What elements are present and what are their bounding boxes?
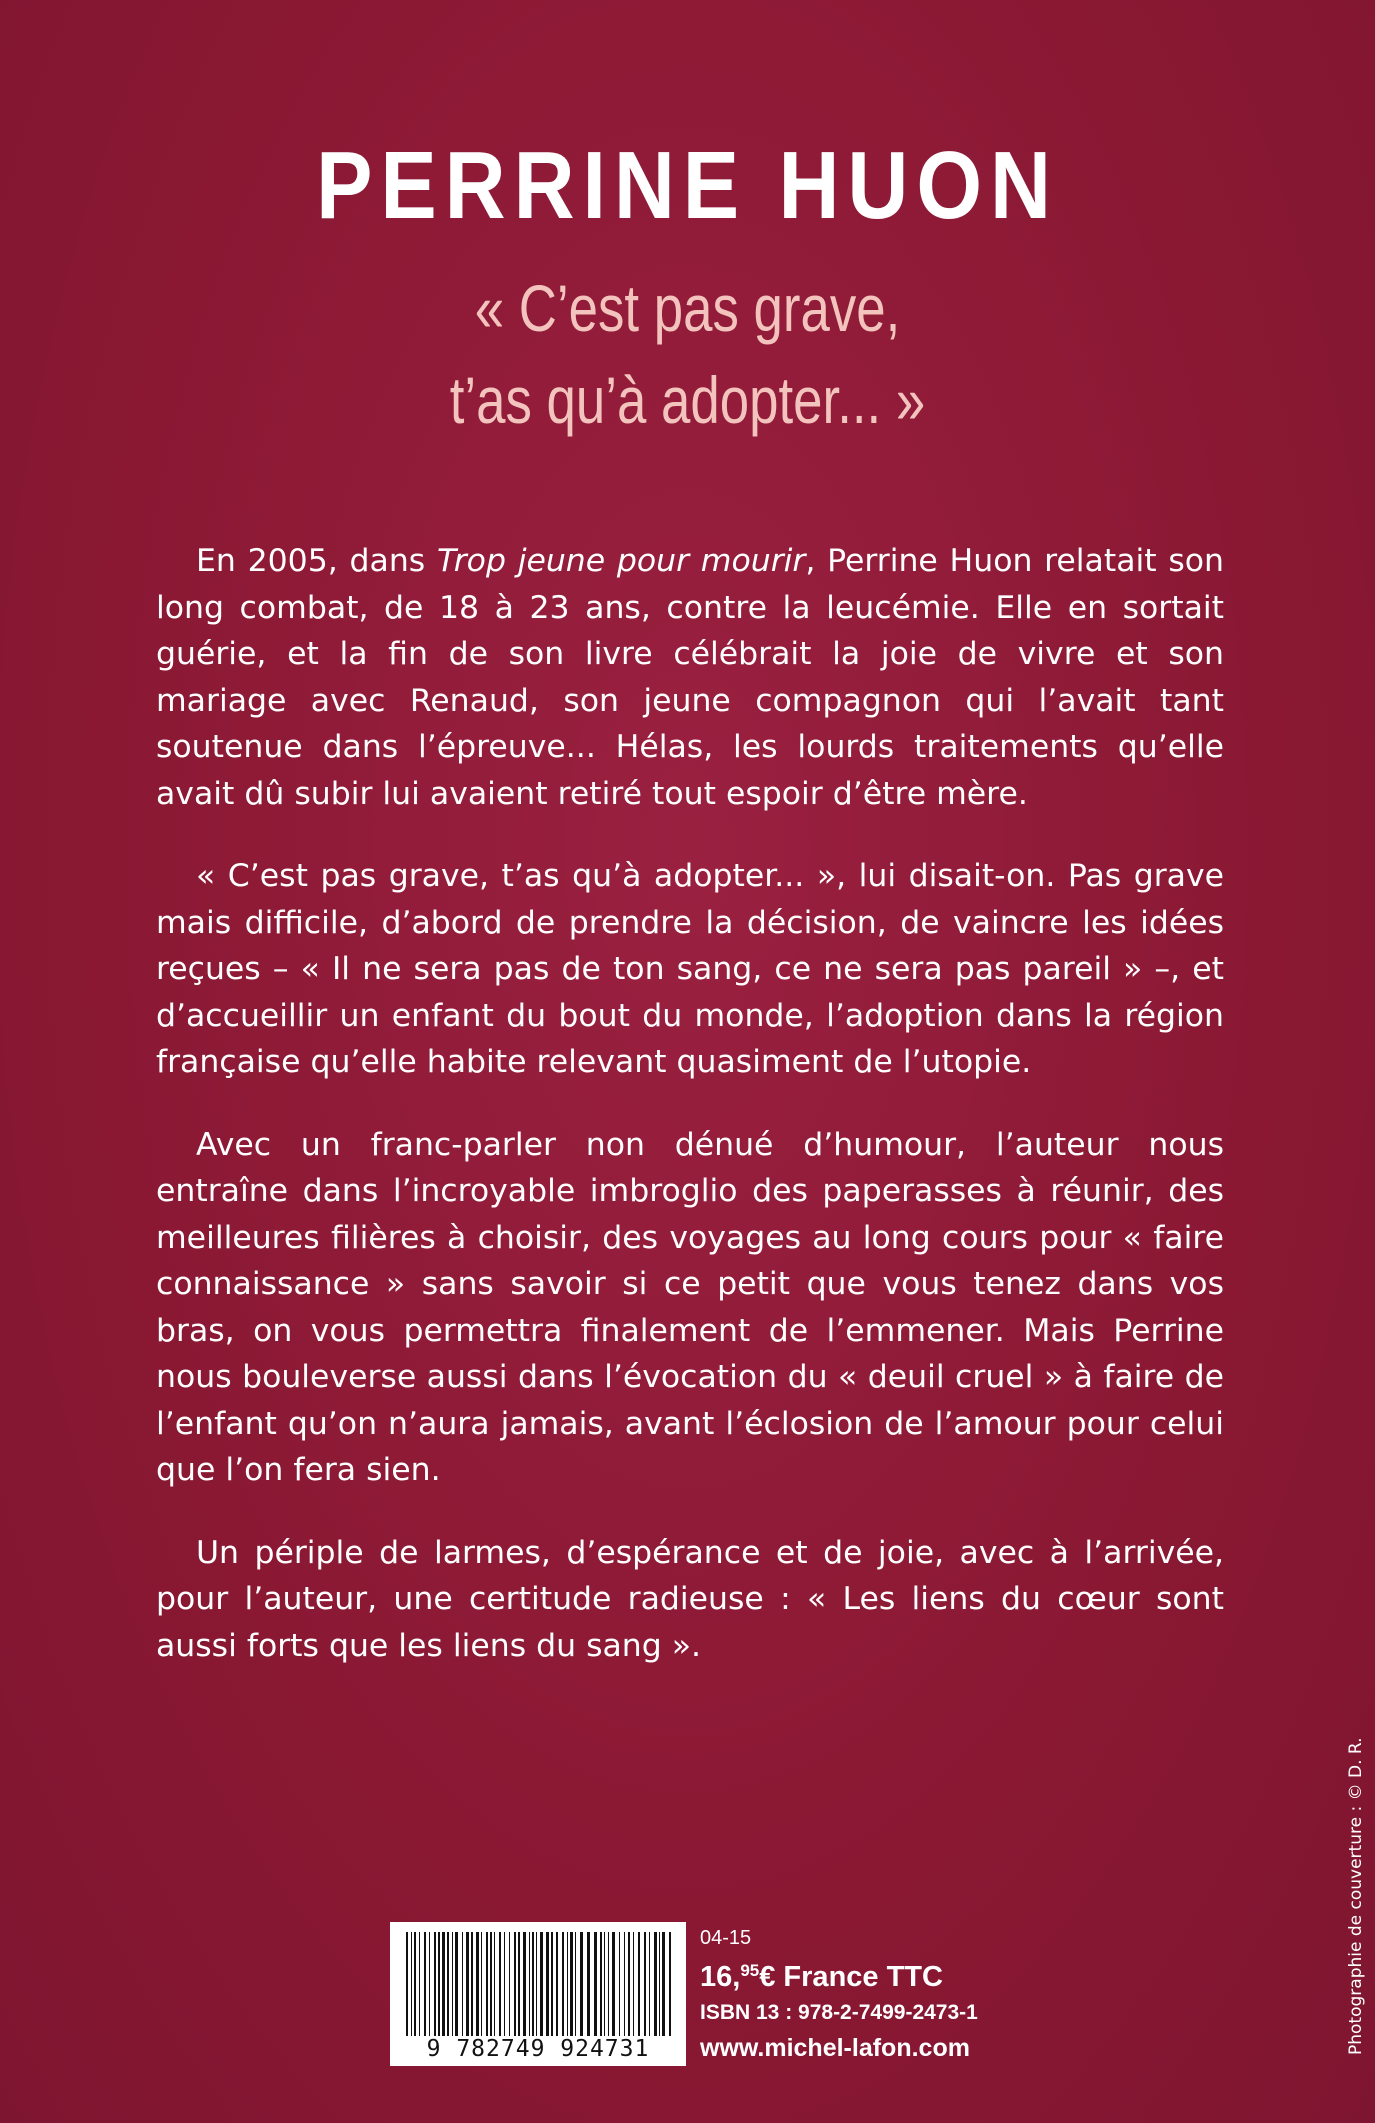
barcode-bar: [649, 1932, 650, 2036]
barcode-bar: [536, 1932, 537, 2036]
barcode-bar: [476, 1932, 479, 2036]
barcode-bar: [594, 1932, 597, 2036]
photo-credit: Photographie de couverture : © D. R.: [1346, 1737, 1366, 2055]
barcode-bar: [556, 1932, 558, 2036]
barcode-bar: [499, 1932, 501, 2036]
barcode-bar: [546, 1932, 549, 2036]
barcode-bar: [419, 1932, 420, 2036]
barcode: [390, 1922, 686, 2066]
barcode-bar: [580, 1932, 583, 2036]
barcode-bar: [604, 1932, 605, 2036]
price-suffix: € France TTC: [759, 1961, 943, 1993]
barcode-bar: [481, 1932, 482, 2036]
barcode-bar: [442, 1932, 445, 2036]
subtitle-line-1: « C’est pas grave,: [474, 271, 901, 345]
barcode-bar: [434, 1932, 436, 2036]
publication-info: [700, 1924, 978, 2066]
barcode-bar: [575, 1932, 576, 2036]
book-subtitle: [0, 262, 1375, 446]
barcode-bar: [455, 1932, 458, 2036]
barcode-bar: [529, 1932, 530, 2036]
subtitle-line-2: t’as qu’à adopter... »: [449, 363, 926, 437]
barcode-bar: [570, 1932, 573, 2036]
blurb: [156, 538, 1224, 1705]
barcode-bar: [612, 1932, 615, 2036]
edition-code: 04-15: [700, 1927, 752, 1949]
barcode-bar: [514, 1932, 516, 2036]
barcode-bar: [466, 1932, 469, 2036]
barcode-bar: [662, 1932, 665, 2036]
barcode-bar: [628, 1932, 630, 2036]
barcode-bar: [486, 1932, 488, 2036]
barcode-bar: [659, 1932, 660, 2036]
paragraph-1-rest: , Perrine Huon relatait son long combat, de 18 à 23 ans, contre la leucémie. Elle en sortait guérie, et la fin de son livre célébrait la joie de vivre et son mariage avec Renaud, son jeune compagnon qui l’avait tant soutenue dans l’épreuve... Hélas, les lourds traitements qu’elle avait dû subir lui avaient retiré tout espoir d’être mère.: [156, 543, 1224, 812]
blurb-paragraph-2: « C’est pas grave, t’as qu’à adopter... », lui disait-on. Pas grave mais difficile, d’abord de prendre la décision, de vaincre les idées reçues – « Il ne sera pas de ton sang, ce ne sera pas pareil » –, et d’accueillir un enfant du bout du monde, l’adoption dans la région française qu’elle habite relevant quasiment de l’utopie.: [156, 858, 1224, 1080]
barcode-bar: [509, 1932, 510, 2036]
blurb-paragraph-4: Un périple de larmes, d’espérance et de joie, avec à l’arrivée, pour l’auteur, une certitude radieuse : « Les liens du cœur sont aussi forts que les liens du sang ».: [156, 1534, 1224, 1664]
barcode-bar: [518, 1932, 520, 2036]
barcode-bar: [567, 1932, 568, 2036]
author-name: PERRINE HUON: [316, 132, 1059, 239]
barcode-bar: [633, 1932, 634, 2036]
barcode-bars: [406, 1932, 672, 2036]
barcode-bar: [669, 1932, 671, 2036]
barcode-bar: [551, 1932, 553, 2036]
blurb-paragraph-3: Avec un franc-parler non dénué d’humour, l’auteur nous entraîne dans l’incroyable imbroglio des paperasses à réunir, des meilleures filières à choisir, des voyages au long cours pour « faire connaissance » sans savoir si ce petit que vous tenez dans vos bras, on vous permettra finalement de l’emmener. Mais Perrine nous bouleverse aussi dans l’évocation du « deuil cruel » à faire de l’enfant qu’on n’aura jamais, avant l’éclosion de l’amour pour celui que l’on fera sien.: [156, 1126, 1224, 1488]
barcode-bar: [490, 1932, 492, 2036]
barcode-bar: [540, 1932, 543, 2036]
paragraph-1-intro: En 2005, dans: [196, 543, 437, 579]
barcode-bar: [411, 1932, 412, 2036]
barcode-bar: [654, 1932, 657, 2036]
price-whole: 16,: [700, 1961, 741, 1993]
barcode-bar: [600, 1932, 602, 2036]
barcode-bar: [452, 1932, 453, 2036]
barcode-bar: [462, 1932, 463, 2036]
barcode-bar: [562, 1932, 564, 2036]
barcode-bar: [424, 1932, 426, 2036]
publisher-website[interactable]: www.michel-lafon.com: [700, 2034, 970, 2062]
price: [700, 1952, 978, 1996]
isbn: ISBN 13 : 978-2-7499-2473-1: [700, 2001, 978, 2024]
barcode-bar: [438, 1932, 440, 2036]
price-cents: 95: [740, 1961, 760, 1980]
barcode-bar: [638, 1932, 640, 2036]
previous-book-title: Trop jeune pour mourir: [436, 543, 806, 579]
barcode-bar: [608, 1932, 609, 2036]
barcode-bar: [414, 1932, 416, 2036]
barcode-bar: [587, 1932, 590, 2036]
barcode-bar: [504, 1932, 505, 2036]
barcode-bar: [619, 1932, 620, 2036]
barcode-bar: [429, 1932, 430, 2036]
barcode-bar: [644, 1932, 646, 2036]
barcode-digits: 9 782749 924731: [426, 2036, 650, 2062]
barcode-bar: [523, 1932, 526, 2036]
barcode-bar: [494, 1932, 495, 2036]
barcode-bar: [471, 1932, 473, 2036]
barcode-bar: [447, 1932, 449, 2036]
barcode-bar: [624, 1932, 625, 2036]
blurb-paragraph-1: [156, 538, 1224, 817]
barcode-bar: [532, 1932, 534, 2036]
barcode-bar: [406, 1932, 408, 2036]
